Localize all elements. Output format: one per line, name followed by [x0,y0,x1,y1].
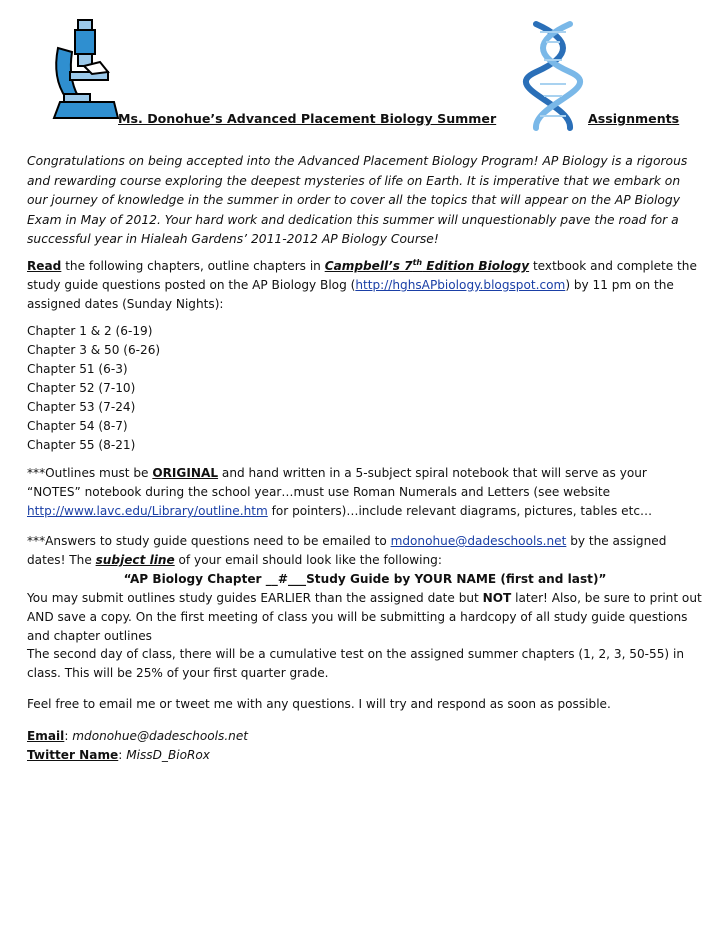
read-text-2: textbook and complete the study guide questions posted on the AP Biology Blog ( [27,259,697,292]
twitter-value: MissD_BioRox [126,748,210,762]
twitter-line [27,746,703,765]
answers-text-4: You may submit outlines study guides EARLIER than the assigned date but [27,591,483,605]
chapter-list [27,322,703,455]
textbook-title-sup: th [412,257,423,267]
chapter-item: Chapter 55 (8-21) [27,438,136,452]
chapter-item: Chapter 51 (6-3) [27,362,128,376]
original-emphasis: ORIGINAL [152,466,219,480]
email-line [27,727,703,746]
outline-guide-link[interactable]: http://www.lavc.edu/Library/outline.htm [27,504,268,518]
email-sep: : [64,729,73,743]
subject-line-emphasis: subject line [95,553,175,567]
blog-link[interactable]: http://hghsAPbiology.blogspot.com [355,278,566,292]
chapter-item: Chapter 3 & 50 (6-26) [27,343,161,357]
textbook-title-part1: Campbell’s 7 [324,259,413,273]
not-emphasis: NOT [482,591,512,605]
email-link[interactable]: mdonohue@dadeschools.net [390,534,567,548]
microscope-icon [48,18,126,122]
textbook-title-part2: Edition Biology [422,259,530,273]
subject-format: “AP Biology Chapter __#___Study Guide by YOUR NAME (first and last)” [123,572,607,586]
chapter-item: Chapter 53 (7-24) [27,400,136,414]
test-paragraph: The second day of class, there will be a cumulative test on the assigned summer chapters (1, 2, 3, 50-55) in class. This will be 25% of your first quarter grade. [27,647,684,680]
chapter-item: Chapter 1 & 2 (6-19) [27,324,153,338]
twitter-label: Twitter Name [27,748,119,762]
page-title: Ms. Donohue’s Advanced Placement Biology Summer [118,111,497,126]
email-value: mdonohue@dadeschools.net [72,729,249,743]
outlines-paragraph [27,464,703,521]
outlines-text-3: for pointers)…include relevant diagrams, pictures, tables etc… [267,504,653,518]
outlines-text-2: and hand written in a 5-subject spiral notebook that will serve as your “NOTES” notebook during the school year…must use Roman Numerals and Letters (see website [27,466,647,499]
read-text-1: the following chapters, outline chapters in [61,259,325,273]
answers-text-1: ***Answers to study guide questions need to be emailed to [27,534,391,548]
answers-text-3: of your email should look like the following: [174,553,442,567]
answers-text-2: by the assigned dates! The [27,534,667,567]
twitter-sep: : [118,748,127,762]
chapter-item: Chapter 54 (8-7) [27,419,128,433]
textbook-title [325,259,529,273]
read-label: Read [27,259,62,273]
email-label: Email [27,729,65,743]
reading-paragraph [27,257,703,314]
chapter-item: Chapter 52 (7-10) [27,381,136,395]
intro-paragraph: Congratulations on being accepted into the Advanced Placement Biology Program! AP Biology is a rigorous and rewarding course exploring the deepest mysteries of life on Earth. It is imperative that we embark on our journey of knowledge in the summer in order to cover all the topics that will appear on the AP Biology Exam in May of 2012. Your hard work and dedication this summer will unquestionably pave the road for a successful year in Hialeah Gardens’ 2011-2012 AP Biology Course! [27,154,688,247]
answers-text-5: later! Also, be sure to print out AND save a copy. On the first meeting of class you will be submitting a hardcopy of all study guide questions and chapter outlines [27,591,702,643]
contact-note: Feel free to email me or tweet me with any questions. I will try and respond as soon as possible. [27,697,611,711]
page-title-assignments: Assignments [588,111,680,126]
read-text-3: ) by 11 pm on the assigned dates (Sunday Nights): [27,278,674,311]
dna-helix-icon [522,20,584,132]
contact-block [27,727,703,765]
outlines-text-1: ***Outlines must be [27,466,153,480]
answers-paragraph [27,532,703,646]
